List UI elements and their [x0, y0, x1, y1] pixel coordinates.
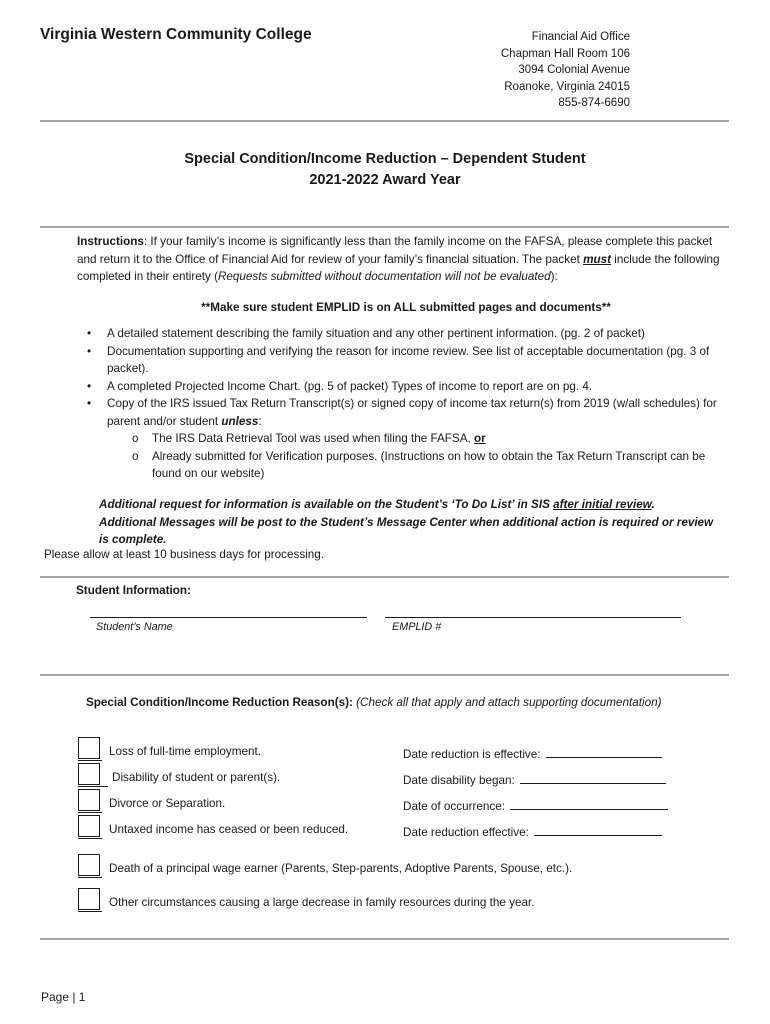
office-city: Roanoke, Virginia 24015: [504, 80, 630, 93]
office-room: Chapman Hall Room 106: [500, 47, 630, 60]
student-info-label: Student Information:: [76, 584, 191, 597]
student-info-divider: [40, 674, 729, 676]
additional-line1: Additional request for information is available on the Student’s ‘To Do List’ in SIS: [99, 498, 554, 511]
date-of-occurrence-field[interactable]: [510, 797, 668, 810]
bullet-icon: •: [87, 397, 92, 410]
checkbox-underline: [78, 838, 102, 839]
additional-info-note: [99, 496, 719, 549]
page-number: Page | 1: [41, 990, 86, 1004]
date-label-text: Date of occurrence:: [403, 800, 505, 813]
date-label-text: Date reduction is effective:: [403, 748, 541, 761]
instructions-label: Instructions: [77, 235, 144, 248]
instructions-text1: : If your family’s income is significantly less than the family income on the FAFSA, please complete this packet and return it to the Office of Financial Aid for review of your family’s financial situation. The packet: [77, 235, 713, 266]
instructions-text2: include the following completed in their entirety (: [77, 252, 720, 283]
award-year: 2021-2022 Award Year: [309, 172, 461, 188]
circle-bullet-icon: o: [132, 432, 139, 445]
instructions-text3: ):: [550, 270, 558, 283]
list-item-colon: :: [258, 414, 262, 428]
sub-list-item-text: Already submitted for Verification purposes. (Instructions on how to obtain the Tax Return Transcript can be found on our website): [152, 449, 706, 480]
checkbox-death-of-earner[interactable]: [78, 854, 100, 876]
checkbox-disability[interactable]: [78, 763, 100, 785]
instructions-italic: Requests submitted without documentation will not be evaluated: [217, 270, 551, 283]
after-review-emphasis: after initial review: [553, 498, 652, 511]
list-item: [87, 378, 722, 396]
office-address: [501, 29, 630, 112]
reasons-note: (Check all that apply and attach supporting documentation): [356, 696, 662, 709]
or-emphasis: or: [474, 432, 486, 445]
form-title-line1: Special Condition/Income Reduction – Dependent Student: [184, 151, 586, 167]
bullet-icon: •: [87, 327, 92, 340]
reasons-heading: [86, 696, 662, 709]
list-item-text: Copy of the IRS issued Tax Return Transcript(s) or signed copy of income tax return(s) from 2019 (w/all schedules) for parent and/or student: [107, 397, 717, 428]
date-disability-began-field[interactable]: [520, 771, 666, 784]
date-reduction-effective-2-field[interactable]: [534, 823, 662, 836]
additional-period: .: [651, 498, 655, 511]
reason-divorce: Divorce or Separation.: [109, 797, 226, 810]
must-emphasis: must: [583, 252, 612, 266]
title-divider: [40, 226, 729, 228]
list-item-text: Documentation supporting and verifying the reason for income review. See list of acceptable documentation (pg. 3 of packet).: [107, 344, 710, 375]
date-label-text: Date reduction effective:: [403, 826, 529, 839]
college-name: Virginia Western Community College: [40, 26, 312, 43]
unless-emphasis: unless: [221, 414, 259, 428]
reason-death-of-earner: Death of a principal wage earner (Parents, Step-parents, Adoptive Parents, Spouse, etc.).: [109, 862, 573, 875]
reason-loss-of-employment: Loss of full-time employment.: [109, 745, 261, 758]
requirements-list: [87, 325, 722, 483]
instructions-divider: [40, 576, 729, 578]
bullet-icon: •: [87, 344, 92, 358]
list-item: [87, 325, 722, 343]
reasons-divider: [40, 938, 729, 940]
header-divider: [40, 120, 729, 122]
instructions-paragraph: [77, 233, 722, 286]
checkbox-untaxed-income[interactable]: [78, 815, 100, 837]
date-reduction-effective-field[interactable]: [546, 745, 662, 758]
checkbox-underline: [78, 786, 108, 787]
list-item-text: A detailed statement describing the family situation and any other pertinent information. (pg. 2 of packet): [107, 327, 645, 340]
student-name-field[interactable]: [90, 617, 367, 618]
reasons-label: Special Condition/Income Reduction Reason(s):: [86, 696, 353, 709]
checkbox-underline: [78, 760, 102, 761]
office-name: Financial Aid Office: [531, 31, 630, 43]
sub-list: [107, 430, 722, 483]
student-name-caption: Student’s Name: [96, 621, 173, 633]
date-of-occurrence-label: [403, 797, 668, 813]
list-item: [87, 395, 722, 483]
sub-list-item-text: The IRS Data Retrieval Tool was used when filing the FAFSA,: [152, 432, 474, 445]
reason-other-circumstances: Other circumstances causing a large decrease in family resources during the year.: [109, 896, 535, 909]
date-disability-began-label: [403, 771, 666, 787]
date-label-text: Date disability began:: [403, 774, 515, 787]
checkbox-underline: [78, 877, 102, 878]
office-street: 3094 Colonial Avenue: [518, 64, 630, 76]
checkbox-underline: [78, 911, 102, 912]
circle-bullet-icon: o: [132, 449, 139, 463]
emplid-note: **Make sure student EMPLID is on ALL submitted pages and documents**: [201, 301, 611, 314]
bullet-icon: •: [87, 379, 92, 393]
date-reduction-effective-2-label: [403, 823, 662, 839]
form-title: [0, 149, 770, 191]
date-reduction-effective-label: [403, 745, 662, 761]
emplid-field[interactable]: [385, 617, 681, 618]
reason-disability: Disability of student or parent(s).: [112, 771, 281, 784]
office-phone: 855-874-6690: [558, 97, 630, 109]
additional-line2: Additional Messages will be post to the Student’s Message Center when additional action is required or review is complete.: [99, 515, 714, 546]
emplid-caption: EMPLID #: [392, 621, 442, 633]
checkbox-underline: [78, 812, 102, 813]
checkbox-loss-of-employment[interactable]: [78, 737, 100, 759]
list-item-text: A completed Projected Income Chart. (pg. 5 of packet) Types of income to report are on pg. 4.: [107, 379, 593, 393]
list-item: [87, 343, 722, 378]
checkbox-other-circumstances[interactable]: [78, 888, 100, 910]
sub-list-item: [132, 448, 722, 483]
processing-time-note: Please allow at least 10 business days for processing.: [44, 548, 325, 561]
reason-untaxed-income: Untaxed income has ceased or been reduced.: [109, 823, 349, 836]
sub-list-item: [132, 430, 722, 448]
checkbox-divorce[interactable]: [78, 789, 100, 811]
